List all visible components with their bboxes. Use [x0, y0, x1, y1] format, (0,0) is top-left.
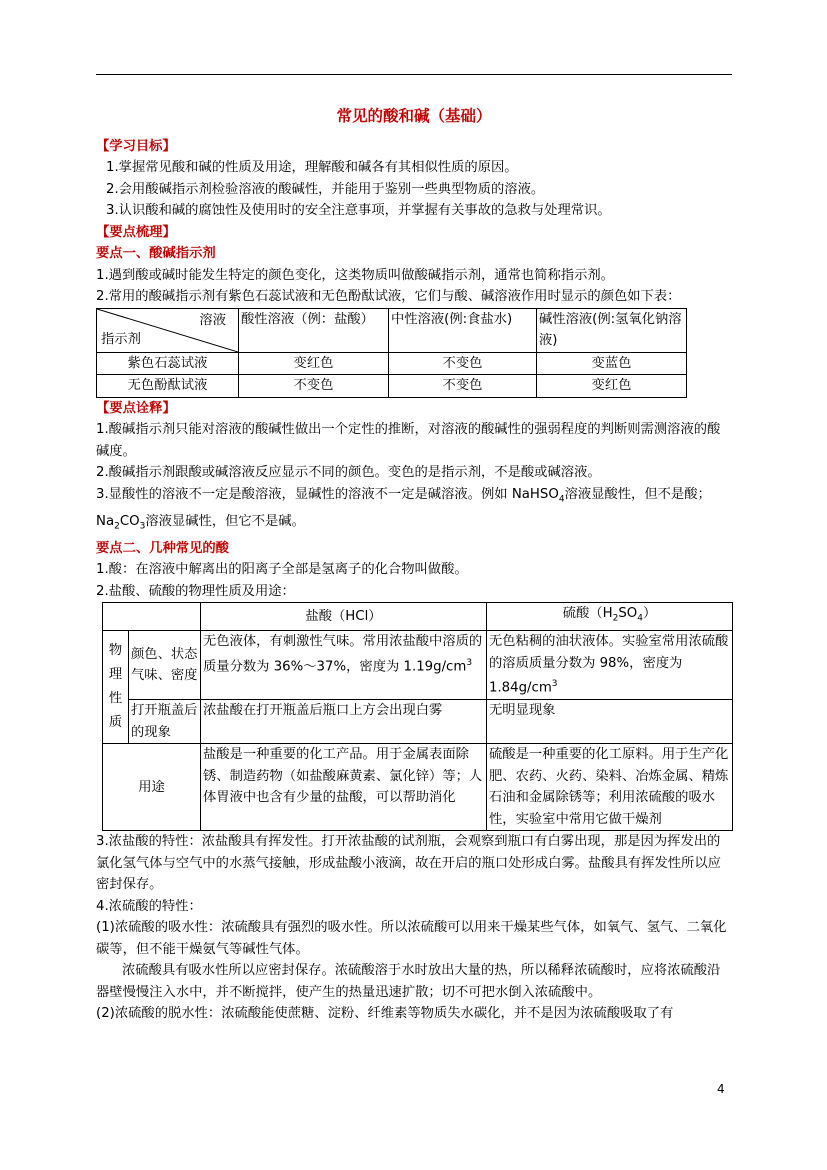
column-header: 中性溶液(例:食盐水) — [389, 308, 537, 352]
superscript: 3 — [551, 679, 558, 690]
subscript: 3 — [139, 521, 146, 532]
table-row — [97, 352, 687, 375]
paragraph: (2)浓硫酸的脱水性：浓硫酸能使蔗糖、淀粉、纤维素等物质失水碳化，并不是因为浓硫酸吸取了有 — [96, 1006, 674, 1022]
paragraph: (1)浓硫酸的吸水性：浓硫酸具有强烈的吸水性。所以浓硫酸可以用来干燥某些气体，如氧气、氢气、二氧化碳等，但不能干燥氨气等碱性气体。 — [96, 920, 727, 957]
paragraph: 1.酸：在溶液中解离出的阳离子全部是氢离子的化合物叫做酸。 — [96, 562, 468, 578]
acid-properties-table — [102, 602, 733, 831]
table-cell: 不变色 — [389, 352, 537, 375]
text-run: SO — [618, 606, 638, 622]
indicator-table — [96, 308, 687, 398]
subscript: 4 — [637, 613, 643, 624]
table-cell — [487, 631, 733, 700]
table-cell: 硫酸是一种重要的化工原料。用于生产化肥、农药、火药、染料、冶炼金属、精炼石油和金属除锈等；利用浓硫酸的吸水性，实验室中常用它做干燥剂 — [487, 744, 733, 831]
points-heading: 【要点梳理】 — [96, 224, 176, 240]
point1-heading: 要点一、酸碱指示剂 — [96, 246, 216, 261]
paragraph: 2.盐酸、硫酸的物理性质及用途： — [96, 583, 295, 599]
text-run: 无色粘稠的油状液体。实验室常用浓硫酸的溶质质量分数为 98%，密度为 1.84g/cm — [489, 634, 729, 696]
paragraph: 4.浓硫酸的特性： — [96, 898, 202, 914]
table-row — [103, 700, 733, 744]
column-header: 碱性溶液(例:氢氧化钠溶液) — [537, 308, 687, 352]
paragraph-formula — [96, 484, 732, 538]
row-label: 颜色、状态气味、密度 — [129, 631, 201, 700]
text-run: 无色液体，有刺激性气味。常用浓盐酸中溶质的质量分数为 36%～37%，密度为 1.19g/cm — [203, 634, 483, 675]
paragraph: 3.浓盐酸的特性：浓盐酸具有挥发性。打开浓盐酸的试剂瓶，会观察到瓶口有白雾出现，那是因为挥发出的氯化氢气体与空气中的水蒸气接触，形成盐酸小液滴，故在开启的瓶口处形成白雾。盐酸具有挥发性所以应密封保存。 — [96, 834, 721, 893]
point2-heading: 要点二、几种常见的酸 — [96, 540, 229, 556]
row-label: 用途 — [103, 744, 201, 831]
corner-bottom-label: 指示剂 — [101, 332, 141, 347]
table-cell: 不变色 — [239, 375, 389, 398]
document-page — [96, 100, 732, 1025]
table-cell: 不变色 — [389, 375, 537, 398]
column-header: 酸性溶液（例：盐酸） — [239, 308, 389, 352]
table-row — [103, 631, 733, 700]
table-cell: 浓盐酸在打开瓶盖后瓶口上方会出现白雾 — [201, 700, 487, 744]
page-number: 4 — [717, 1082, 725, 1096]
paragraph: 2.常用的酸碱指示剂有紫色石蕊试液和无色酚酞试液，它们与酸、碱溶液作用时显示的颜色如下表： — [96, 289, 681, 304]
objectives-heading: 【学习目标】 — [96, 138, 176, 154]
text-run: 3.显酸性的溶液不一定是酸溶液，显碱性的溶液不一定是碱溶液。例如 NaHSO — [96, 486, 559, 502]
table-cell: 变蓝色 — [537, 352, 687, 375]
text-run: 溶液显碱性，但它不是碱。 — [145, 513, 305, 529]
superscript: 3 — [466, 657, 473, 668]
column-header-hcl: 盐酸（HCl） — [201, 603, 487, 631]
paragraph: 1.遇到酸或碱时能发生特定的颜色变化，这类物质叫做酸碱指示剂，通常也简称指示剂。 — [96, 267, 614, 283]
objective-item: 3.认识酸和碱的腐蚀性及使用时的安全注意事项，并掌握有关事故的急救与处理常识。 — [106, 203, 611, 218]
corner-top-label: 溶液 — [199, 312, 226, 328]
row-label: 打开瓶盖后的现象 — [129, 700, 201, 744]
text-run: CO — [119, 513, 140, 529]
table-empty-cell — [103, 603, 201, 631]
subscript: 2 — [114, 521, 120, 532]
objective-item: 2.会用酸碱指示剂检验溶液的酸碱性，并能用于鉴别一些典型物质的溶液。 — [106, 181, 545, 197]
table-row — [97, 375, 687, 398]
paragraph: 1.酸碱指示剂只能对溶液的酸碱性做出一个定性的推断，对溶液的酸碱性的强弱程度的判断则需测溶液的酸碱度。 — [96, 422, 721, 459]
explain-heading: 【要点诠释】 — [96, 400, 176, 416]
table-cell: 变红色 — [537, 375, 687, 398]
objective-item: 1.掌握常见酸和碱的性质及用途，理解酸和碱各有其相似性质的原因。 — [106, 160, 518, 175]
subscript: 4 — [558, 494, 565, 505]
table-corner-cell — [97, 308, 239, 352]
column-header-h2so4 — [487, 603, 733, 631]
paragraph: 浓硫酸具有吸水性所以应密封保存。浓硫酸溶于水时放出大量的热，所以稀释浓硫酸时，应将浓硫酸沿器壁慢慢注入水中，并不断搅拌，使产生的热量迅速扩散；切不可把水倒入浓硫酸中。 — [96, 963, 721, 1000]
row-label: 无色酚酞试液 — [97, 375, 239, 398]
header-rule — [96, 74, 732, 75]
text-run: 溶液显酸性，但不是酸；Na — [96, 486, 711, 529]
table-cell: 变红色 — [239, 352, 389, 375]
subscript: 2 — [612, 613, 619, 624]
group-label: 物理性质 — [103, 631, 129, 744]
page-title: 常见的酸和碱（基础） — [336, 107, 492, 125]
table-cell: 盐酸是一种重要的化工产品。用于金属表面除锈、制造药物（如盐酸麻黄素、氯化锌）等；人体胃液中也含有少量的盐酸，可以帮助消化 — [201, 744, 487, 831]
table-row — [103, 744, 733, 831]
text-run: 硫酸（H — [562, 606, 613, 622]
row-label: 紫色石蕊试液 — [97, 352, 239, 375]
text-run: ） — [642, 606, 657, 622]
table-cell: 无明显现象 — [487, 700, 733, 744]
paragraph: 2.酸碱指示剂跟酸或碱溶液反应显示不同的颜色。变色的是指示剂，不是酸或碱溶液。 — [96, 465, 601, 480]
table-cell — [201, 631, 487, 700]
